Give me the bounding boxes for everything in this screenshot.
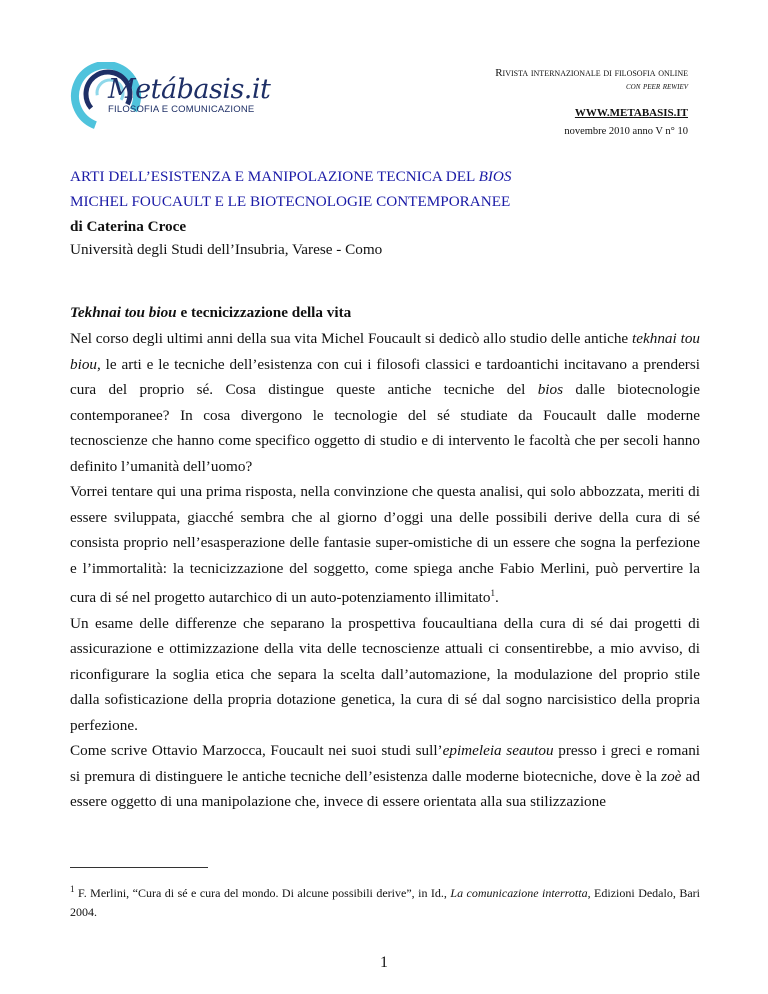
journal-info xyxy=(495,67,688,138)
paragraph-4: Come scrive Ottavio Marzocca, Foucault nei suoi studi sull’epimeleia seautou presso i greci e romani si premura di distinguere le antiche tecniche dell’esistenza dalle moderne biotecniche, dove è la zoè ad essere oggetto di una manipolazione che, invece di essere orientata alla sua stilizzazione xyxy=(70,742,701,811)
footnote: $^1$ F. Merlini, “Cura di sé e cura del mondo. Di alcune possibili derive”, in Id., La comunicazione interrotta, Edizioni Dedalo, Bari 2004. xyxy=(70,884,700,919)
section-heading: Tekhnai tou biou e tecnicizzazione della vita xyxy=(70,304,352,321)
paragraph-3: Un esame delle differenze che separano la prospettiva foucaultiana della cura di sé dai progetti di assicurazione e ottimizzazione della vita delle tecnoscienze attuali ci consentirebbe, a mio avviso, di riconfigurare la soglia etica che separa la scelta dall’automazione, la modulazione del proprio stile dalla sofisticazione della propria dotazione genetica, la cura di sé dal sogno narcisistico della propria perfezione. xyxy=(70,614,700,734)
footnote-divider xyxy=(70,867,208,868)
paragraph-2: Vorrei tentare qui una prima risposta, nella convinzione che questa analisi, qui solo abbozzata, meriti di essere sviluppata, giacché sembra che al giorno d’oggi una delle possibili derive della cura di sé consista proprio nell’esasperazione delle fantasie super-omistiche di un essere che sogna la perfezione e l’immortalità: la tecnicizzazione del soggetto, come spiega anche Fabio Merlini, può pervertire la cura di sé nel progetto autarchico di un auto-potenziamento illimitato$^1$. xyxy=(70,483,700,607)
author-affiliation: Università degli Studi dell’Insubria, Varese - Como xyxy=(70,241,383,258)
article-title-line1: ARTI DELL’ESISTENZA E MANIPOLAZIONE TECNICA DEL BIOS xyxy=(70,168,512,185)
issue-info: novembre 2010 anno V n° 10 xyxy=(564,126,688,137)
journal-subtitle: con peer rewiev xyxy=(625,81,688,92)
article-body xyxy=(70,164,700,815)
paragraph-1: Nel corso degli ultimi anni della sua vita Michel Foucault si dedicò allo studio delle antiche tekhnai tou biou, le arti e le tecniche dell’esistenza con cui i filosofi classici e tardoantichi incitavano a prendersi cura del proprio sé. Cosa distingue queste antiche tecniche del bios dalle biotecnologie contemporanee? In cosa divergono le tecnologie del sé studiate da Foucault dalle moderne tecnoscienze che hanno come specifico oggetto di studio e di intervento le facoltà che per secoli hanno definito l’umanità dell’uomo? xyxy=(70,330,701,475)
logo-wordmark: Metábasis.it xyxy=(108,74,271,105)
page-number: 1 xyxy=(380,954,388,971)
metabasis-logo xyxy=(70,62,270,132)
article-title-line2: MICHEL FOUCAULT E LE BIOTECNOLOGIE CONTEMPORANEE xyxy=(70,193,511,210)
footnote-ref[interactable]: 1 xyxy=(490,588,495,598)
logo-tagline: FILOSOFIA E COMUNICAZIONE xyxy=(108,104,255,115)
author-name: di Caterina Croce xyxy=(70,218,187,235)
journal-title: Rivista internazionale di filosofia online xyxy=(495,67,688,79)
website-link[interactable]: WWW.METABASIS.IT xyxy=(574,107,688,119)
